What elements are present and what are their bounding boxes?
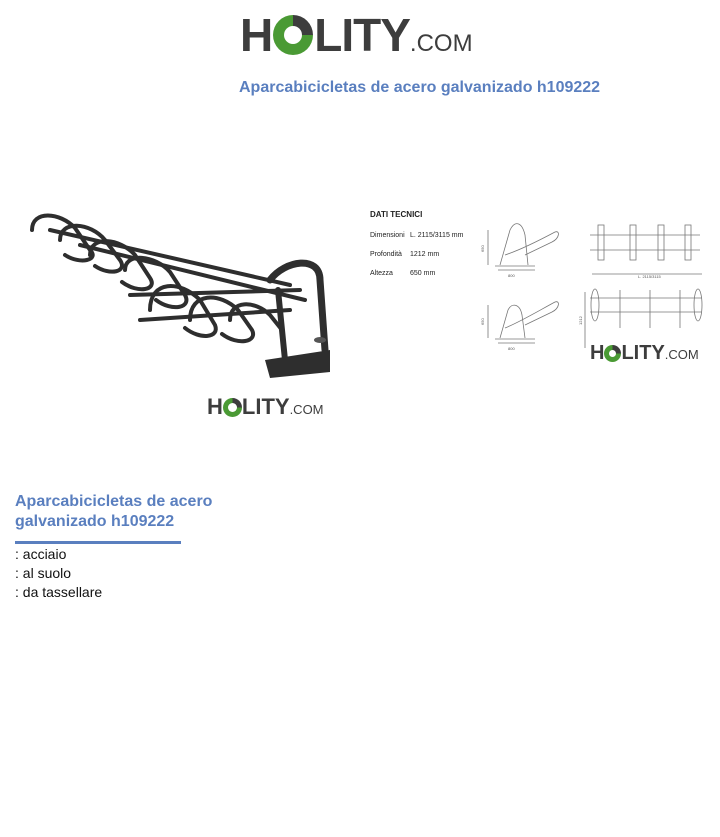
feature-item: : da tassellare	[15, 584, 103, 600]
bike-rack-image	[20, 200, 340, 385]
logo-text-lity: LITY	[314, 9, 410, 61]
logo-tiny-com: .COM	[664, 347, 699, 362]
logo-small-o-icon	[223, 398, 242, 417]
logo-small-lity: LITY	[241, 394, 290, 419]
drawing-label-base: 800	[508, 273, 515, 278]
feature-item: : al suolo	[15, 565, 72, 581]
product-title: Aparcabicicletas de acero galvanizado h109222	[15, 493, 213, 530]
tech-row	[370, 270, 463, 289]
title-divider	[15, 541, 181, 544]
drawing-label-length: L. 2115/3115	[638, 274, 661, 279]
drawing-label-depth: 1212	[578, 316, 583, 325]
tech-value: 1212 mm	[410, 251, 440, 258]
tech-data-sheet	[370, 210, 463, 289]
logo-text-h: H	[240, 9, 273, 61]
tech-row	[370, 251, 463, 270]
logo-o-icon	[273, 15, 313, 55]
drawing-label-height-2: 650	[480, 318, 485, 325]
technical-drawings	[480, 210, 715, 360]
logo-tiny-h: H	[590, 342, 605, 364]
holity-logo-drawing	[590, 342, 699, 365]
tech-label: Altezza	[370, 270, 393, 277]
feature-list	[15, 545, 102, 602]
drawing-label-height: 650	[480, 245, 485, 252]
feature-item: : acciaio	[15, 546, 67, 562]
logo-tiny-o-icon	[604, 345, 621, 362]
logo-small-com: .COM	[289, 402, 324, 417]
logo-small-h: H	[207, 394, 223, 419]
holity-logo[interactable]	[240, 8, 473, 62]
holity-logo-small	[207, 394, 324, 420]
tech-value: L. 2115/3115 mm	[410, 232, 464, 239]
tech-label: Profondità	[370, 251, 402, 258]
tech-row	[370, 232, 463, 251]
tech-heading: DATI TECNICI	[370, 210, 423, 219]
tech-value: 650 mm	[410, 270, 436, 277]
logo-tiny-lity: LITY	[621, 342, 665, 364]
tech-label: Dimensioni	[370, 232, 405, 239]
logo-text-com: .COM	[409, 30, 473, 57]
drawing-label-base-2: 800	[508, 346, 515, 351]
page-title: Aparcabicicletas de acero galvanizado h109222	[239, 79, 601, 96]
